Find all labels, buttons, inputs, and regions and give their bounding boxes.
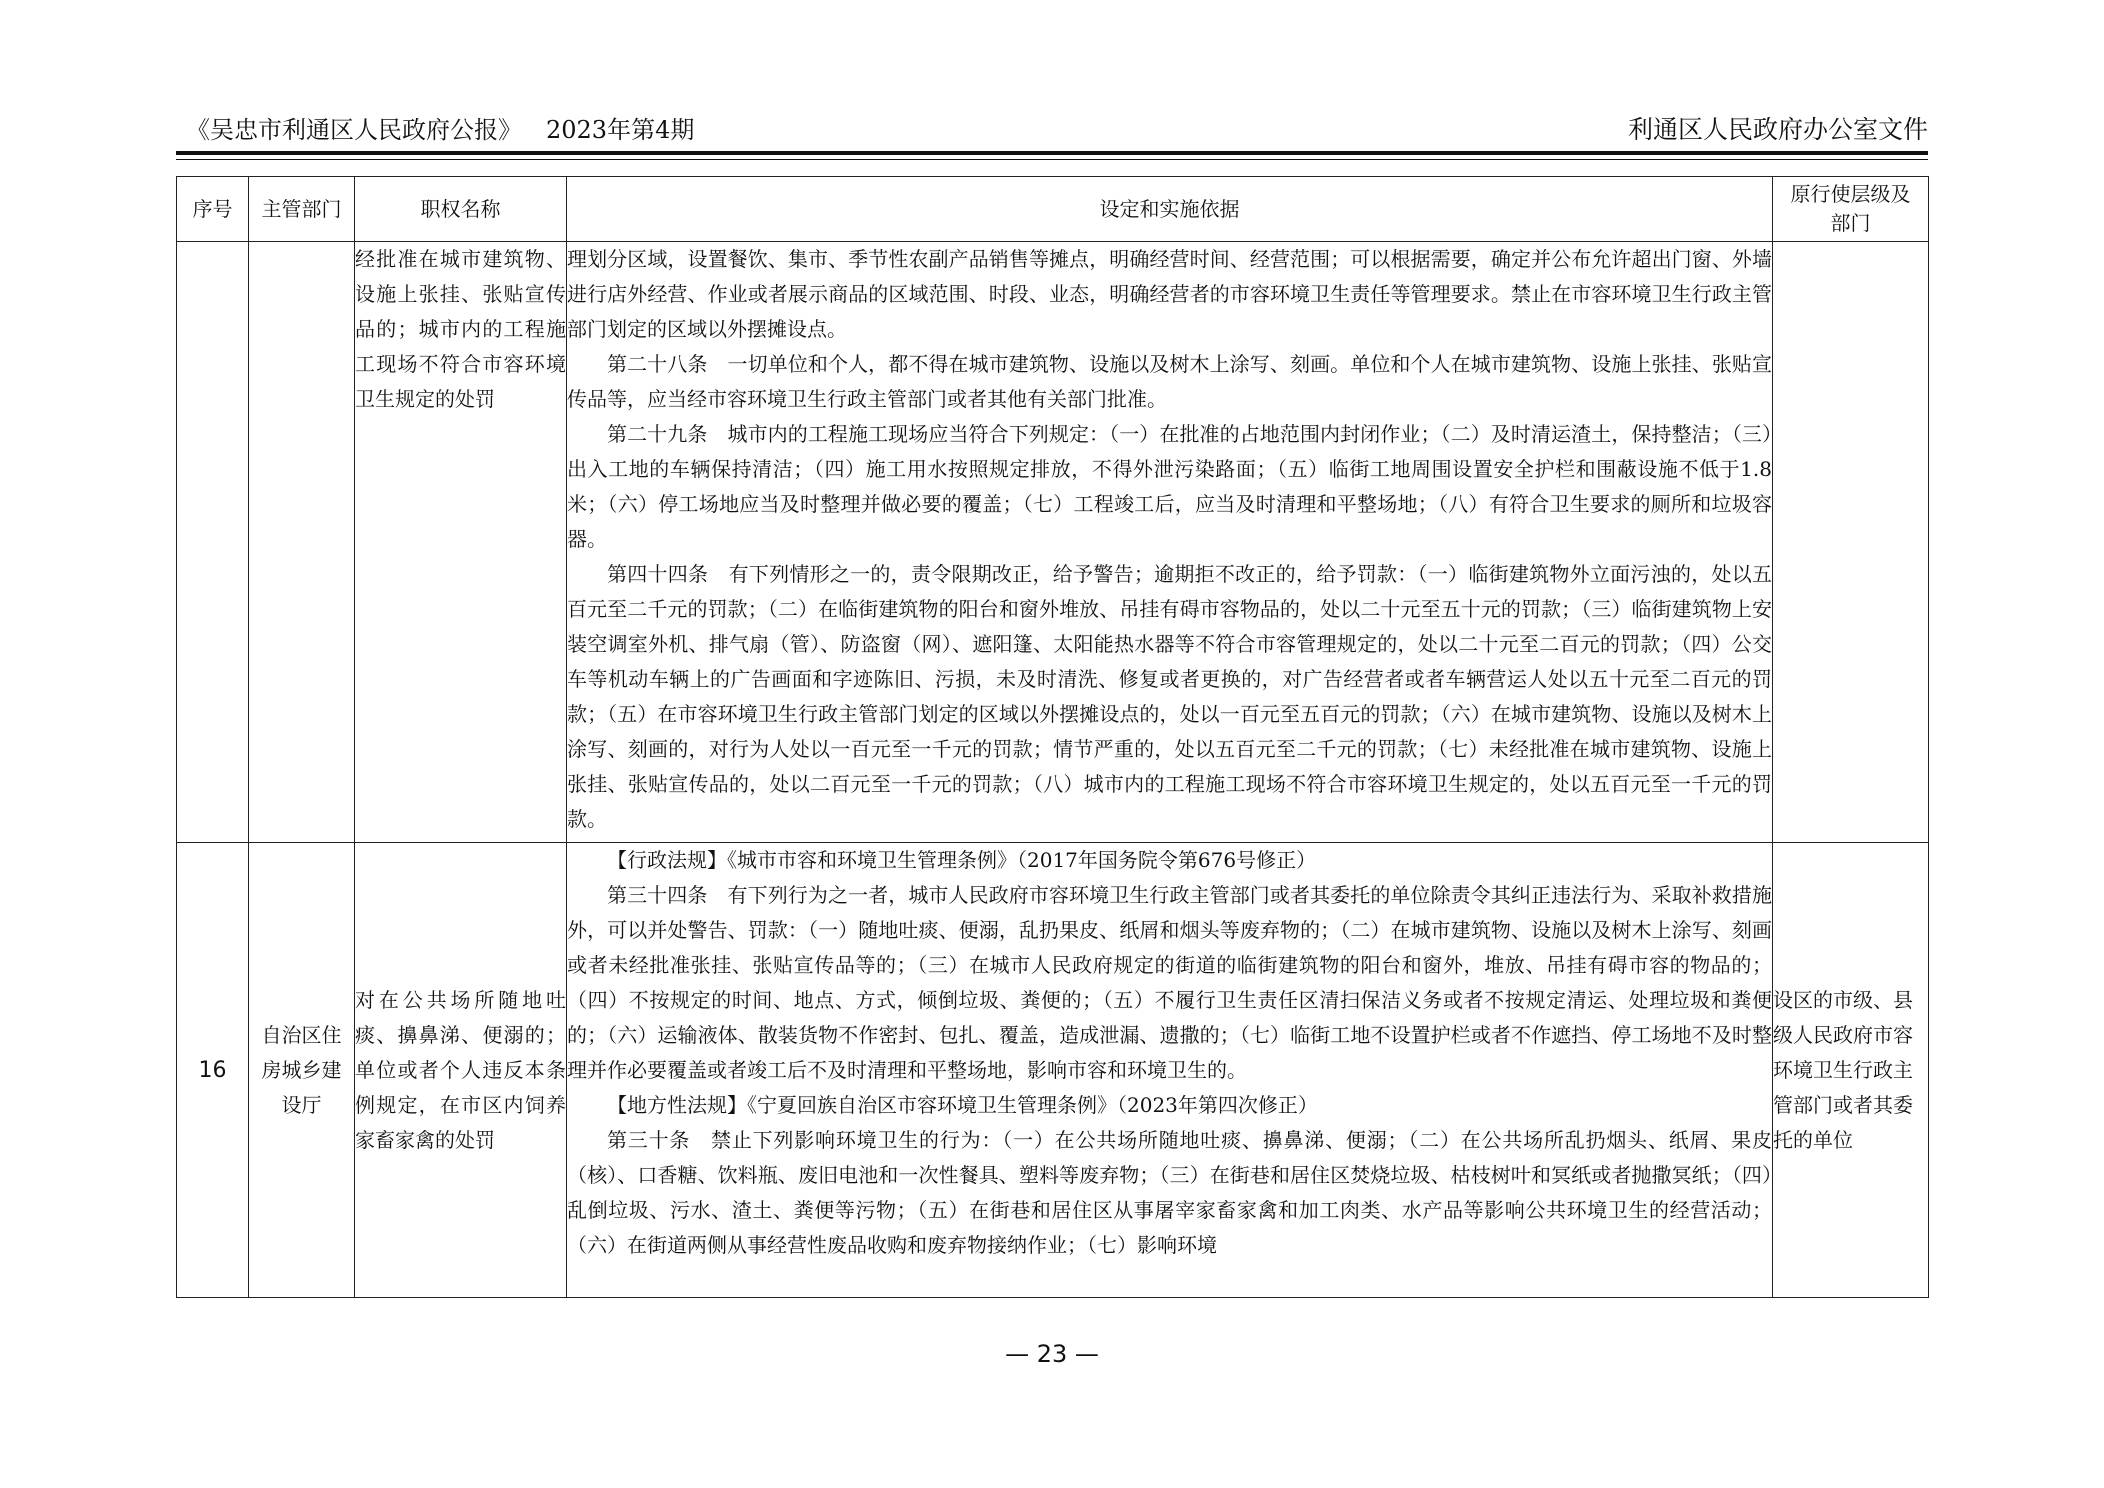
- basis-paragraph: 第四十四条 有下列情形之一的，责令限期改正，给予警告；逾期拒不改正的，给予罚款：（一）临街建筑物外立面污浊的，处以五百元至二千元的罚款；（二）在临街建筑物的阳台和窗外堆放、吊挂有碍市容物品的，处以二十元至五十元的罚款；（三）临街建筑物上安装空调室外机、排气扇（管）、防盗窗（网）、遮阳篷、太阳能热水器等不符合市容管理规定的，处以二十元至二百元的罚款；（四）公交车等机动车辆上的广告画面和字迹陈旧、污损，未及时清洗、修复或者更换的，对广告经营者或者车辆营运人处以五十元至二百元的罚款；（五）在市容环境卫生行政主管部门划定的区域以外摆摊设点的，处以一百元至五百元的罚款；（六）在城市建筑物、设施以及树木上涂写、刻画的，对行为人处以一百元至一千元的罚款；情节严重的，处以五百元至二千元的罚款；（七）未经批准在城市建筑物、设施上张挂、张贴宣传品的，处以二百元至一千元的罚款；（八）城市内的工程施工现场不符合市容环境卫生规定的，处以五百元至一千元的罚款。: [567, 562, 1772, 831]
- col-header-level: 原行使层级及部门: [1773, 177, 1929, 242]
- basis-paragraph: 理划分区域，设置餐饮、集市、季节性农副产品销售等摊点，明确经营时间、经营范围；可以根据需要，确定并公布允许超出门窗、外墙进行店外经营、作业或者展示商品的区域范围、时段、业态，明确经营者的市容环境卫生责任等管理要求。禁止在市容环境卫生行政主管部门划定的区域以外摆摊设点。: [567, 247, 1772, 341]
- basis-paragraph: 第二十九条 城市内的工程施工现场应当符合下列规定：（一）在批准的占地范围内封闭作业；（二）及时清运渣土，保持整洁；（三）出入工地的车辆保持清洁；（四）施工用水按照规定排放，不得外泄污染路面；（五）临街工地周围设置安全护栏和围蔽设施不低于1.8米；（六）停工场地应当及时整理并做必要的覆盖；（七）工程竣工后，应当及时清理和平整场地；（八）有符合卫生要求的厕所和垃圾容器。: [567, 422, 1772, 551]
- basis-paragraph: 第三十四条 有下列行为之一者，城市人民政府市容环境卫生行政主管部门或者其委托的单位除责令其纠正违法行为、采取补救措施外，可以并处警告、罚款：（一）随地吐痰、便溺，乱扔果皮、纸屑和烟头等废弃物的；（二）在城市建筑物、设施以及树木上涂写、刻画或者未经批准张挂、张贴宣传品等的；（三）在城市人民政府规定的街道的临街建筑物的阳台和窗外，堆放、吊挂有碍市容的物品的；（四）不按规定的时间、地点、方式，倾倒垃圾、粪便的；（五）不履行卫生责任区清扫保洁义务或者不按规定清运、处理垃圾和粪便的；（六）运输液体、散装货物不作密封、包扎、覆盖，造成泄漏、遗撒的；（七）临街工地不设置护栏或者不作遮挡、停工场地不及时整理并作必要覆盖或者竣工后不及时清理和平整场地，影响市容和环境卫生的。: [567, 883, 1772, 1082]
- col-header-basis: 设定和实施依据: [567, 177, 1773, 242]
- col-header-number: 序号: [177, 177, 249, 242]
- row-number: [177, 242, 249, 843]
- header-rule-thin: [176, 159, 1928, 160]
- basis-paragraph: 【行政法规】《城市市容和环境卫生管理条例》（2017年国务院令第676号修正）: [607, 848, 1317, 872]
- publication-title: 《吴忠市利通区人民政府公报》: [186, 116, 522, 144]
- issue-label: 2023年第4期: [546, 116, 695, 144]
- row-basis: [567, 843, 1773, 1298]
- row-basis: [567, 242, 1773, 843]
- row-authority-name: 对在公共场所随地吐痰、擤鼻涕、便溺的；单位或者个人违反本条例规定，在市区内饲养家畜家禽的处罚: [355, 843, 567, 1298]
- basis-paragraph: 第三十条 禁止下列影响环境卫生的行为：（一）在公共场所随地吐痰、擤鼻涕、便溺；（二）在公共场所乱扔烟头、纸屑、果皮（核）、口香糖、饮料瓶、废旧电池和一次性餐具、塑料等废弃物；（三）在街巷和居住区焚烧垃圾、枯枝树叶和冥纸或者抛撒冥纸；（四）乱倒垃圾、污水、渣土、粪便等污物；（五）在街巷和居住区从事屠宰家畜家禽和加工肉类、水产品等影响公共环境卫生的经营活动；（六）在街道两侧从事经营性废品收购和废弃物接纳作业；（七）影响环境: [567, 1128, 1772, 1257]
- row-authority-name: 经批准在城市建筑物、设施上张挂、张贴宣传品的；城市内的工程施工现场不符合市容环境卫生规定的处罚: [355, 242, 567, 843]
- basis-paragraph: 第二十八条 一切单位和个人，都不得在城市建筑物、设施以及树木上涂写、刻画。单位和个人在城市建筑物、设施上张挂、张贴宣传品等，应当经市容环境卫生行政主管部门或者其他有关部门批准。: [567, 352, 1772, 411]
- table-row: [177, 242, 1929, 843]
- page-number: — 23 —: [1005, 1340, 1099, 1368]
- header-left: [186, 110, 694, 145]
- row-level: [1773, 242, 1929, 843]
- authority-table: [176, 176, 1929, 1298]
- office-label: 利通区人民政府办公室文件: [1627, 115, 1928, 144]
- row-department: [249, 242, 355, 843]
- row-department: 自治区住房城乡建设厅: [249, 843, 355, 1298]
- col-header-department: 主管部门: [249, 177, 355, 242]
- row-number: 16: [177, 843, 249, 1298]
- basis-paragraph: 【地方性法规】《宁夏回族自治区市容环境卫生管理条例》（2023年第四次修正）: [607, 1093, 1318, 1117]
- table-header-row: [177, 177, 1929, 242]
- col-header-authority-name: 职权名称: [355, 177, 567, 242]
- page-header: [176, 106, 1928, 148]
- row-level: 设区的市级、县级人民政府市容环境卫生行政主管部门或者其委托的单位: [1773, 843, 1929, 1298]
- table-row: [177, 843, 1929, 1298]
- header-rule-thick: [176, 151, 1928, 155]
